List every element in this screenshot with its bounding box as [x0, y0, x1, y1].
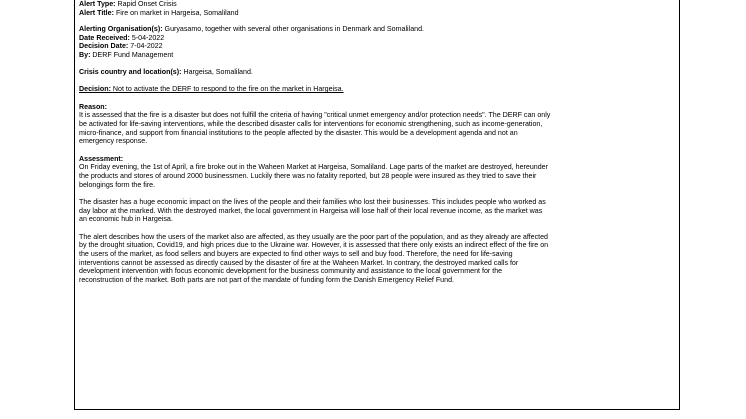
- reason-text-line: It is assessed that the fire is a disaster but does not fulfill the criteria of having "critical unmet emergency and/or protection needs". The DERF can only: [79, 111, 551, 120]
- assessment-text-line: The alert describes how the users of the market also are affected, as they usually are the poor part of the population, and as they already are affected: [79, 232, 548, 241]
- assessment-text-line: by the drought situation, Covid19, and high prices due to the Ukraine war. However, it is assessed that there only exists an indirect effect of the fire on: [79, 241, 549, 250]
- document-content: [79, 0, 675, 284]
- date-received-line: [79, 34, 675, 43]
- reason-text-line: emergency response.: [79, 137, 148, 146]
- alert-title-line: [79, 9, 675, 18]
- crisis-location-label: Crisis country and location(s):: [79, 67, 182, 76]
- alert-title-label: Alert Title:: [79, 8, 114, 17]
- assessment-text-line: On Friday evening, the 1st of April, a fire broke out in the Waheen Market at Hargeisa, Somaliland. Lage parts of the market are destroyed, hereunder: [79, 163, 548, 172]
- assessment-text-line: the users of the market, as food sellers and buyers are expected to find other ways to sell and buy food. Therefore, the need for life-saving: [79, 250, 513, 259]
- date-received-label: Date Received:: [79, 33, 130, 42]
- decision-date-label: Decision Date:: [79, 42, 129, 51]
- assessment-text-line: the products and stores of around 2000 businessmen. Luckily there was no fatality reported, but 28 people were insured as they tried to save their: [79, 171, 537, 180]
- by-value: DERF Fund Management: [92, 50, 174, 59]
- assessment-text-line: development intervention with focus economic development for the business community and assistance to the local government for the: [79, 267, 503, 276]
- alert-type-value: Rapid Onset Crisis: [117, 0, 177, 8]
- assessment-paragraph-1: [79, 163, 675, 189]
- by-line: [79, 51, 675, 60]
- date-received-value: 5-04-2022: [131, 33, 165, 42]
- assessment-text-line: The disaster has a huge economic impact on the lives of the people and their families who lost their businesses. This includes people who worked as: [79, 198, 546, 207]
- assessment-paragraph-3: [79, 233, 675, 285]
- alert-title-value: Fire on market in Hargeisa, Somaliland: [115, 8, 239, 17]
- assessment-text-line: reconstruction of the market. Both parts are not part of the mandate of funding form the Danish Emergency Relief Fund.: [79, 275, 454, 284]
- reason-heading: Reason:: [79, 102, 107, 111]
- decision-label: Decision:: [79, 85, 111, 94]
- decision-date-value: 7-04-2022: [130, 42, 163, 51]
- reason-text-line: micro-finance, and support from financial institutions to the people affected by the disaster. This would be a development agenda and not an: [79, 128, 518, 137]
- reason-text-line: be activated for life-saving interventions, while the described disaster calls for interventions for economic strengthening, such as income-generation,: [79, 119, 543, 128]
- reason-paragraph: [79, 111, 675, 145]
- crisis-location-value: Hargeisa, Somaliland.: [183, 67, 253, 76]
- assessment-paragraph-2: [79, 198, 675, 224]
- alerting-org-label: Alerting Organisation(s):: [79, 25, 163, 34]
- assessment-text-line: interventions cannot be assessed as directly caused by the disaster of fire at the Waheen Market. In contrary, the destroyed marked calls for: [79, 258, 519, 267]
- decision-line: [79, 85, 675, 94]
- crisis-location-line: [79, 68, 675, 77]
- assessment-text-line: an economic hub in Hargeisa.: [79, 215, 173, 224]
- assessment-heading: Assessment:: [79, 154, 124, 163]
- by-label: By:: [79, 50, 91, 59]
- decision-value: Not to activate the DERF to respond to the fire on the market in Hargeisa.: [112, 85, 344, 94]
- alert-type-label: Alert Type:: [79, 0, 116, 8]
- assessment-text-line: belongings form the fire.: [79, 180, 156, 189]
- decision-date-line: [79, 42, 675, 51]
- assessment-text-line: day labor at the marked. With the destroyed market, the local government in Hargeisa will lose half of their local revenue income, as the market was: [79, 206, 543, 215]
- alerting-org-line: [79, 25, 675, 34]
- alert-type-line: [79, 0, 675, 9]
- alerting-org-value: Guryasamo, together with several other organisations in Denmark and Somaliland.: [164, 25, 424, 34]
